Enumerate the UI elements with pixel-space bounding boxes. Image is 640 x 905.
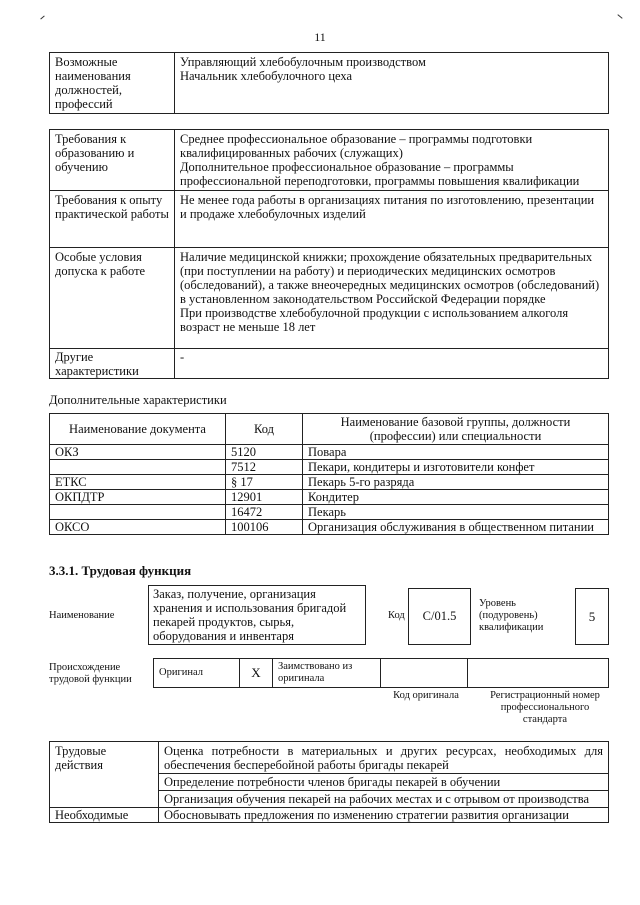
table-row — [50, 505, 609, 520]
header-name: Наименование базовой группы, должности (профессии) или специальности — [303, 414, 609, 445]
original-label: Оригинал — [159, 667, 203, 678]
req-label: Другие характеристики — [50, 349, 175, 379]
name-cell: Пекарь 5-го разряда — [303, 475, 609, 490]
table-row — [154, 659, 609, 688]
code-value: С/01.5 — [422, 609, 457, 623]
code-cell: 16472 — [226, 505, 303, 520]
req-value — [175, 191, 609, 248]
req-value — [175, 349, 609, 379]
table-row — [50, 742, 609, 774]
code-box — [408, 588, 471, 645]
action-item: Оценка потребности в материальных и других ресурсах, необходимых для обеспечения бесперебойной работы бригады пекарей — [159, 742, 609, 774]
name-cell: Пекари, кондитеры и изготовители конфет — [303, 460, 609, 475]
req-line: Не менее года работы в организациях питания по изготовлению, презентации и продаже хлебобулочных изделий — [180, 193, 595, 221]
origin-label: Происхождение трудовой функции — [49, 662, 132, 685]
function-name-value: Заказ, получение, организация хранения и использования бригадой пекарей продуктов, сырья, оборудования и инвентаря — [153, 587, 347, 643]
req-label: Требования к опыту практической работы — [50, 191, 175, 248]
code-cell: 12901 — [226, 490, 303, 505]
table-row — [50, 349, 609, 379]
name-cell: Организация обслуживания в общественном питании — [303, 520, 609, 535]
original-cell — [154, 659, 240, 688]
code-cell: 100106 — [226, 520, 303, 535]
table-row — [50, 520, 609, 535]
borrowed-cell — [273, 659, 381, 688]
req-line: - — [180, 350, 185, 364]
level-box — [575, 588, 609, 645]
name-cell: Кондитер — [303, 490, 609, 505]
next-label: Необходимые — [50, 808, 159, 823]
requirements-table — [49, 129, 609, 379]
code-cell: § 17 — [226, 475, 303, 490]
table-row — [50, 248, 609, 349]
table-row — [50, 475, 609, 490]
req-value — [175, 130, 609, 191]
req-line: Среднее профессиональное образование – программы подготовки квалифицированных рабочих (служащих) — [180, 132, 533, 160]
table-row — [50, 808, 609, 823]
code-cell: 7512 — [226, 460, 303, 475]
original-mark: X — [251, 665, 261, 680]
doc-cell: ОКПДТР — [50, 490, 226, 505]
table-row — [50, 53, 609, 114]
doc-cell: ОКЗ — [50, 445, 226, 460]
table-row — [50, 445, 609, 460]
code-original-caption: Код оригинала — [393, 690, 459, 701]
level-value: 5 — [588, 609, 596, 624]
req-label: Требования к образованию и обучению — [50, 130, 175, 191]
table-row — [50, 191, 609, 248]
registration-caption: Регистрационный номер профессионального стандарта — [490, 690, 600, 725]
name-cell: Повара — [303, 445, 609, 460]
code-cell: 5120 — [226, 445, 303, 460]
header-code: Код — [226, 414, 303, 445]
function-name-label: Наименование — [49, 610, 115, 621]
req-label: Особые условия допуска к работе — [50, 248, 175, 349]
mark-cell — [240, 659, 273, 688]
action-item: Определение потребности членов бригады пекарей в обучении — [159, 774, 609, 791]
doc-cell — [50, 505, 226, 520]
next-item: Обосновывать предложения по изменению стратегии развития организации — [159, 808, 609, 823]
req-line: Наличие медицинской книжки; прохождение обязательных предварительных (при поступлении на работу) и периодических медицинских осмотров (обследований), а также внеочередных медицинских осмотров (обследований) в установленном законодательством Российской Федерации порядке — [180, 250, 600, 306]
position-line: Начальник хлебобулочного цеха — [180, 69, 353, 83]
name-cell: Пекарь — [303, 505, 609, 520]
position-line: Управляющий хлебобулочным производством — [180, 55, 426, 69]
origin-table — [153, 658, 609, 688]
additional-caption: Дополнительные характеристики — [49, 393, 227, 407]
positions-table — [49, 52, 609, 114]
scan-mark — [617, 14, 622, 19]
function-heading: 3.3.1. Трудовая функция — [49, 563, 192, 578]
positions-values — [175, 53, 609, 114]
doc-cell — [50, 460, 226, 475]
actions-table — [49, 741, 609, 823]
borrowed-label: Заимствовано из оригинала — [278, 661, 353, 684]
table-row — [50, 490, 609, 505]
doc-cell: ОКСО — [50, 520, 226, 535]
additional-table — [49, 413, 609, 535]
req-line: При производстве хлебобулочной продукции с использованием алкоголя возраст не меньше 18 лет — [180, 306, 569, 334]
code-label: Код — [388, 610, 405, 621]
header-doc: Наименование документа — [50, 414, 226, 445]
table-row — [50, 130, 609, 191]
req-line: Дополнительное профессиональное образование – программы профессиональной переподготовки, программы повышения квалификации — [180, 160, 580, 188]
actions-label: Трудовые действия — [50, 742, 159, 808]
registration-cell — [468, 659, 609, 688]
req-value — [175, 248, 609, 349]
level-label: Уровень (подуровень) квалификации — [479, 598, 544, 633]
action-item: Организация обучения пекарей на рабочих местах и с отрывом от производства — [159, 791, 609, 808]
positions-label: Возможные наименования должностей, профессий — [50, 53, 175, 114]
table-header-row — [50, 414, 609, 445]
original-code-cell — [381, 659, 468, 688]
doc-cell: ЕТКС — [50, 475, 226, 490]
table-row — [50, 460, 609, 475]
page-number: 11 — [314, 30, 326, 44]
scan-mark — [40, 16, 44, 20]
function-name-box — [148, 585, 366, 645]
